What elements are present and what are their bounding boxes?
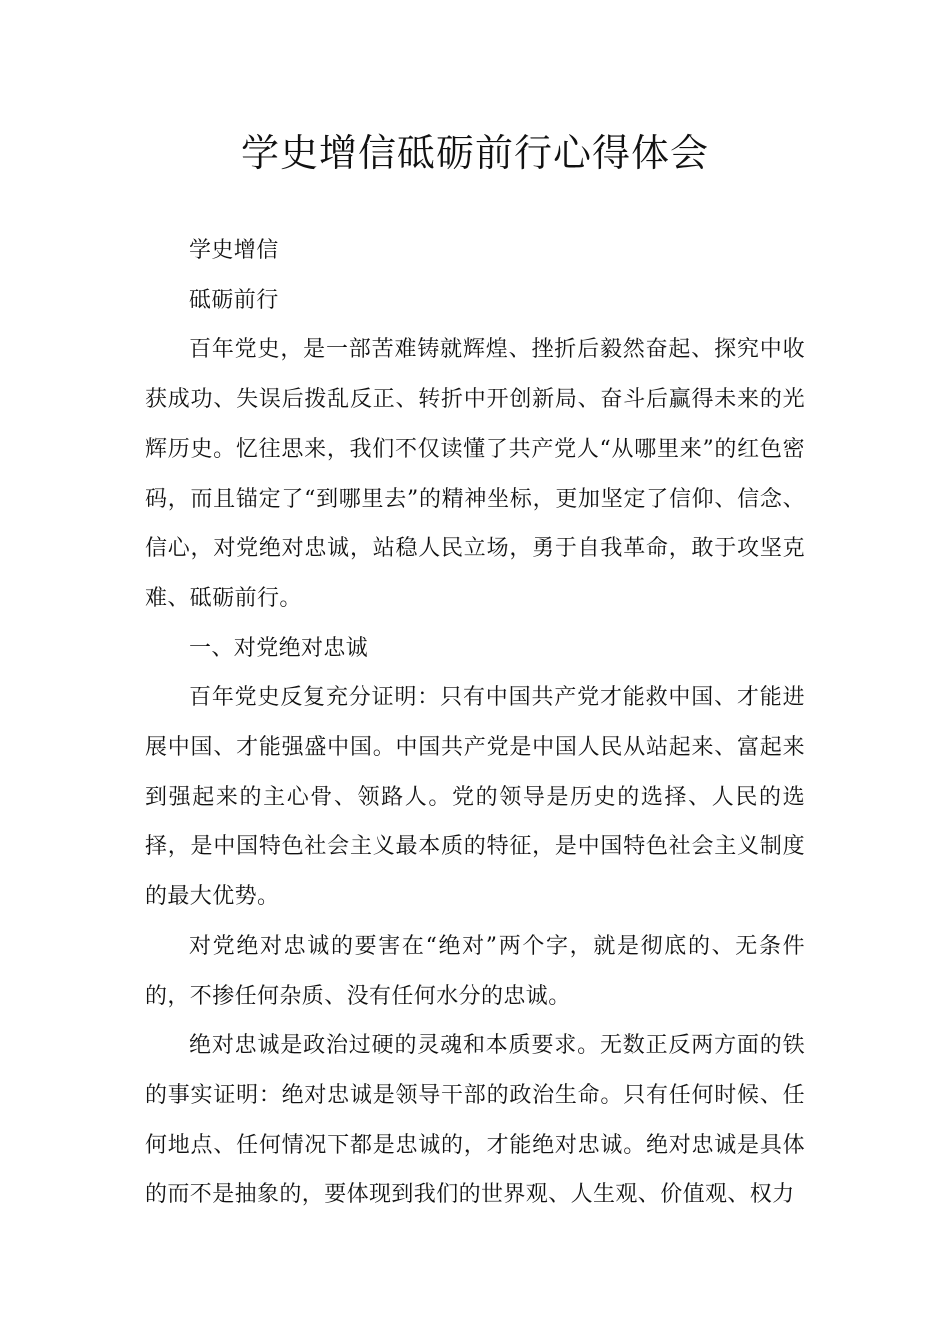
paragraph-party-history: 百年党史反复充分证明：只有中国共产党才能救中国、才能进展中国、才能强盛中国。中国共产党是中国人民从站起来、富起来到强起来的主心骨、领路人。党的领导是历史的选择、人民的选择，是中国特色社会主义最本质的特征，是中国特色社会主义制度的最大优势。 (145, 685, 805, 910)
heading-study-history: 学史增信 (189, 238, 279, 263)
paragraph-intro: 百年党史，是一部苦难铸就辉煌、挫折后毅然奋起、探究中收获成功、失误后拨乱反正、转折中开创新局、奋斗后赢得未来的光辉历史。忆往思来，我们不仅读懂了共产党人“从哪里来”的红色密码，而且锚定了“到哪里去”的精神坐标，更加坚定了信仰、信念、信心，对党绝对忠诚，站稳人民立场，勇于自我革命，敢于攻坚克难、砥砺前行。 (145, 337, 805, 611)
heading-forge-ahead: 砥砺前行 (189, 287, 279, 313)
section-heading-loyalty: 一、对党绝对忠诚 (189, 635, 369, 661)
document-body (145, 226, 805, 1220)
paragraph-absolute-loyalty: 对党绝对忠诚的要害在“绝对”两个字，就是彻底的、无条件的，不掺任何杂质、没有任何水分的忠诚。 (145, 933, 805, 1009)
document-title: 学史增信砥砺前行心得体会 (240, 131, 709, 175)
paragraph-political-soul: 绝对忠诚是政治过硬的灵魂和本质要求。无数正反两方面的铁的事实证明：绝对忠诚是领导干部的政治生命。只有任何时候、任何地点、任何情况下都是忠诚的，才能绝对忠诚。绝对忠诚是具体的而不是抽象的，要体现到我们的世界观、人生观、价值观、权力 (145, 1033, 805, 1208)
